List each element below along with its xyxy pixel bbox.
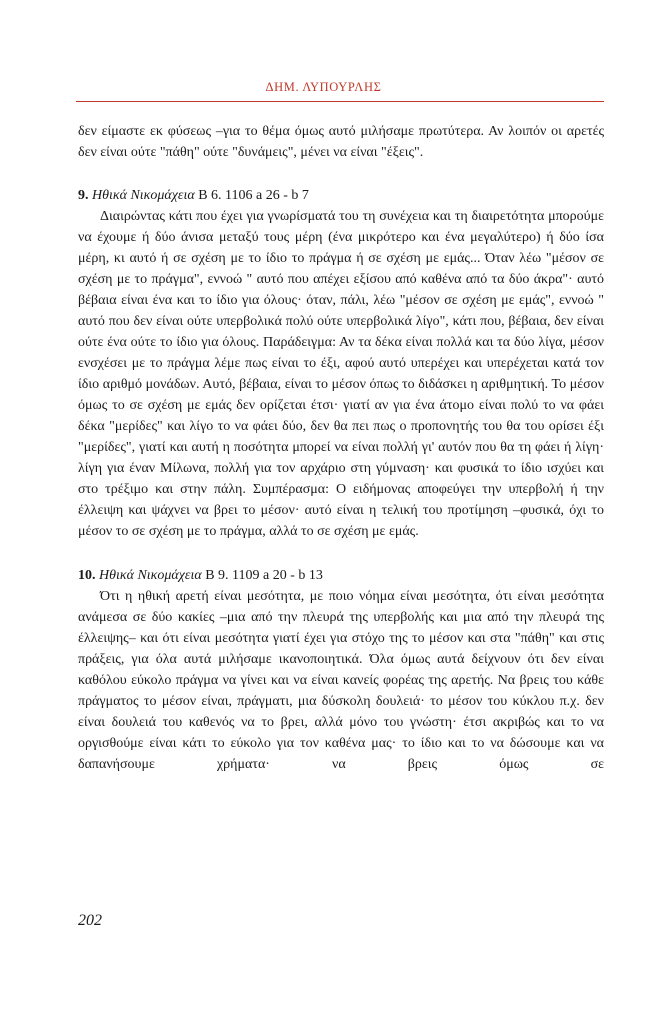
running-head: ΔΗΜ. ΛΥΠΟΥΡΛΗΣ	[265, 80, 382, 94]
section-9-text: Διαιρώντας κάτι που έχει για γνωρίσματά του τη συνέχεια και τη διαιρετότητα μπορούμε να έχουμε ή δύο άνισα μεταξύ τους μέρη (ένα μικρότερο και ένα μεγαλύτερο) ή δύο ίσα μέρη, κι αυτό ή σε σχέση με το ίδιο το πράγμα ή σε σχέση με εμάς... Όταν λέω "μέσον σε σχέση με το πράγμα", εννοώ " αυτό που απέχει εξίσου από καθένα από τα δύο άκρα"· αυτό βέβαια είναι ένα και το ίδιο για όλους· όταν, πάλι, λέω "μέσον σε σχέση με εμάς", εννοώ " αυτό που δεν είναι ούτε υπερβολικά πολύ ούτε υπερβολικά λίγο", κάτι που, βέβαια, δεν είναι ούτε ένα ούτε το ίδιο για όλους. Παράδειγμα: Αν τα δέκα είναι πολλά και τα δύο λίγα, μέσον ενσχέσει με το πράγμα λέμε πως είναι το έξι, αφού αυτό υπερέχει και υπερέχεται κατά τον ίδιο αριθμό μονάδων. Αυτό, βέβαια, είναι το μέσον όπως το διδάσκει η αριθμητική. Το μέσον όμως το σε σχέση με εμάς δεν ορίζεται έτσι· γιατί αν για ένα άτομο είναι πολύ το να φάει δέκα "μερίδες" και λίγο το να φάει δύο, δεν θα πει πως ο προπονητής του θα του ορίσει έξι "μερίδες", γιατί και αυτή η ποσότητα μπορεί να είναι πολλή γι' αυτόν που θα τη φάει ή λίγη· λίγη για έναν Μίλωνα, πολλή για τον αρχάριο στη γύμναση· και φυσικά το ίδιο ισχύει και στο τρέξιμο και στην πάλη. Συμπέρασμα: Ο ειδήμονας αποφεύγει την υπερβολή ή την έλλειψη και ψάχνει να βρει το μέσον· αυτό είναι η τελική του προτίμηση –φυσικά, όχι το μέσον το σε σχέση με το πράγμα, αλλά το σε σχέση με εμάς.	[78, 209, 604, 539]
spacer	[78, 542, 604, 565]
section-9-reference: Β 6. 1106 a 26 - b 7	[198, 188, 309, 203]
spacer	[78, 163, 604, 185]
section-10-reference: Β 9. 1109 a 20 - b 13	[205, 568, 323, 583]
page-number: 202	[78, 912, 102, 929]
section-10-number: 10.	[78, 568, 96, 583]
section-9-title: Ηθικά Νικομάχεια	[92, 188, 195, 203]
section-9-number: 9.	[78, 188, 89, 203]
section-10-heading	[78, 565, 604, 586]
intro-paragraph: δεν είμαστε εκ φύσεως –για το θέμα όμως αυτό μιλήσαμε πρωτύτερα. Αν λοιπόν οι αρετές δεν είναι ούτε "πάθη" ούτε "δυνάμεις", μένει να είναι "έξεις".	[78, 124, 604, 160]
header-rule	[76, 101, 604, 102]
section-10-title: Ηθικά Νικομάχεια	[99, 568, 202, 583]
section-10-text: Ότι η ηθική αρετή είναι μεσότητα, με ποιο νόημα είναι μεσότητα, ότι είναι μεσότητα ανάμεσα σε δύο κακίες –μια από την πλευρά της υπερβολής και μια από την πλευρά της έλλειψης– και ότι είναι μεσότητα γιατί έχει για στόχο της το μέσον και στα "πάθη" και στις πράξεις, για όλα αυτά μιλήσαμε ικανοποιητικά. Όλα όμως αυτά δείχνουν ότι δεν είναι καθόλου εύκολο πράγμα να γίνει και να είναι κανείς φορέας της αρετής. Να βρεις του κάθε πράγματος το μέσον είναι, πράγματι, μια δύσκολη δουλειά· το μέσον του κύκλου π.χ. δεν είναι δουλειά του καθενός να το βρει, αλλά μόνο του γνώστη· έτσι ακριβώς και το να οργισθούμε είναι κάτι το εύκολο για τον καθένα μας· το ίδιο και το να δώσουμε και να δαπανήσουμε χρήματα· να βρεις όμως σε	[78, 589, 604, 772]
page-body	[78, 121, 604, 775]
section-9-heading	[78, 185, 604, 206]
